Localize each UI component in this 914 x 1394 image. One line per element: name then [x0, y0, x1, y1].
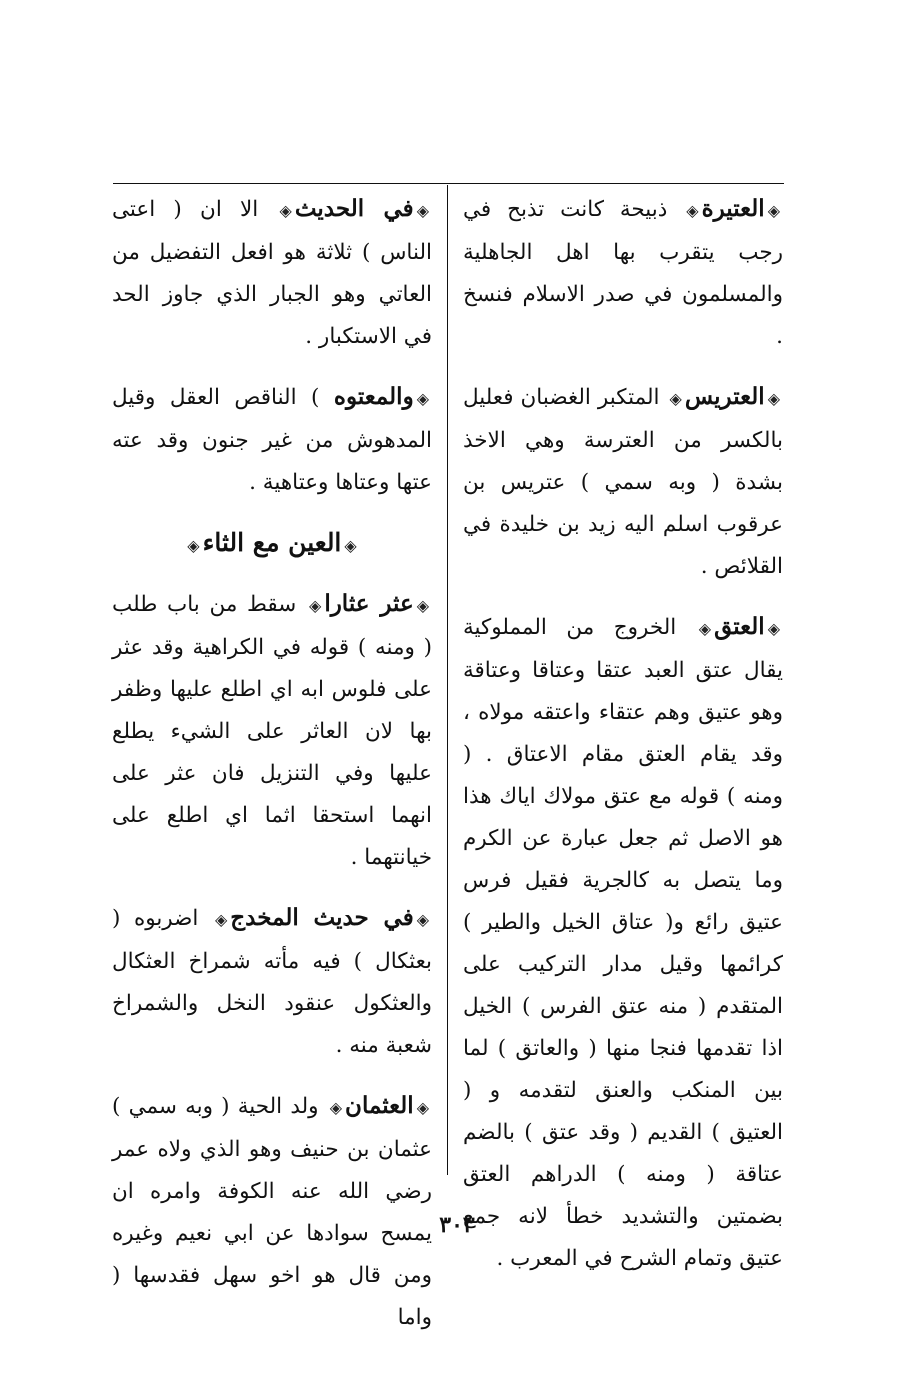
entry-al-matuh: [112, 376, 432, 504]
top-rule: [113, 183, 784, 184]
entry-body: اضربوه ( بعثكال ) فيه مأته شمراخ العثكال والعثكول عنقود النخل والشمراخ شعبة منه .: [112, 906, 432, 1058]
ornament-open-icon: ◈: [416, 596, 429, 615]
entry-al-mukhdaj: [112, 897, 432, 1067]
entry-al-itq: [463, 606, 783, 1280]
entry-headword: والمعتوه: [333, 383, 414, 410]
entry-headword: في الحديث: [294, 195, 414, 222]
ornament-close-icon: ◈: [686, 201, 699, 220]
ornament-close-icon: ◈: [214, 910, 228, 929]
ornament-close-icon: ◈: [329, 1098, 343, 1117]
entry-body: ذبيحة كانت تذبح في رجب يتقرب بها اهل الجاهلية والمسلمون في صدر الاسلام فنسخ .: [463, 197, 783, 349]
entry-body: الا ان ( اعتى الناس ) ثلاثة هو افعل التفضيل من العاتي وهو الجبار الذي جاوز الحد في الاستكبار .: [112, 197, 432, 349]
entry-headword: العتريس: [684, 383, 765, 410]
entry-headword: العثمان: [345, 1092, 414, 1119]
ornament-close-icon: ◈: [279, 201, 292, 220]
section-title-text: العين مع الثاء: [202, 528, 342, 557]
ornament-open-icon: ◈: [767, 389, 780, 408]
column-divider: [447, 185, 448, 1175]
entry-body: ) الناقص العقل وقيل المدهوش من غير جنون وقد عته عتها وعتاها وعتاهية .: [112, 385, 432, 495]
entry-al-atira: [463, 188, 783, 358]
entry-body: المتكبر الغضبان فعليل بالكسر من العترسة وهي الاخذ بشدة ( وبه سمي ) عتريس بن عرقوب اسلم اليه زيد بن خليدة في القلائص .: [463, 385, 783, 579]
section-title: [112, 522, 432, 567]
ornament-open-icon: ◈: [767, 201, 780, 220]
entry-headword: عثر عثارا: [324, 590, 414, 617]
ornament-open-icon: ◈: [344, 536, 357, 555]
entry-body: الخروج من المملوكية يقال عتق العبد عتقا وعتاقا وعتاقة وهو عتيق وهم عتقاء واعتقه مولاه ، وقد يقام العتق مقام الاعتاق . ( ومنه ) قوله مع عتق مولاك اياك هذا هو الاصل ثم جعل عبارة عن الكرم وما يتصل به كالجرية فقيل فرس عتيق رائع و( عتاق الخيل والطير ) كرائمها وقيل مدار التركيب على المتقدم ( منه عتق الفرس ) الخيل اذا تقدمها فنجا منها ( والعاتق ) لما بين المنكب والعنق لتقدمه و ( العتيق ) القديم ( وقد عتق ) بالضم عتاقة ( ومنه ) الدراهم العتق بضمتين والتشديد خطأ لانه جمع عتيق وتمام الشرح في المعرب .: [463, 615, 783, 1271]
ornament-open-icon: ◈: [416, 1098, 429, 1117]
entry-headword: العتيرة: [701, 195, 765, 222]
entry-headword: العتق: [714, 613, 765, 640]
ornament-close-icon: ◈: [187, 536, 200, 555]
entry-fi-al-hadith: [112, 188, 432, 358]
entry-body: سقط من باب طلب ( ومنه ) قوله في الكراهية وقد عثر على فلوس ابه اي اطلع عليها وظفر بها لان العاثر على الشيء يطلع عليها وفي التنزيل فان عثر على انهما استحقا اثما اي اطلع على خيانتهما .: [112, 592, 432, 870]
entry-body: ولد الحية ( وبه سمي ) عثمان بن حنيف وهو الذي ولاه عمر رضي الله عنه الكوفة وامره ان يمسح سوادها عن ابي نعيم وغيره ومن قال هو اخو سهل فقدسها ( واما: [112, 1094, 432, 1330]
entry-al-atris: [463, 376, 783, 588]
ornament-close-icon: ◈: [698, 619, 712, 638]
ornament-open-icon: ◈: [416, 389, 429, 408]
right-column: [463, 188, 783, 1298]
ornament-close-icon: ◈: [309, 596, 322, 615]
left-column: [112, 188, 432, 1357]
page-number: ٣٠٣: [439, 1212, 475, 1238]
ornament-open-icon: ◈: [416, 201, 429, 220]
entry-athar: [112, 583, 432, 879]
ornament-close-icon: ◈: [669, 389, 682, 408]
ornament-open-icon: ◈: [416, 910, 429, 929]
ornament-open-icon: ◈: [767, 619, 780, 638]
entry-headword: في حديث المخدج: [230, 904, 414, 931]
